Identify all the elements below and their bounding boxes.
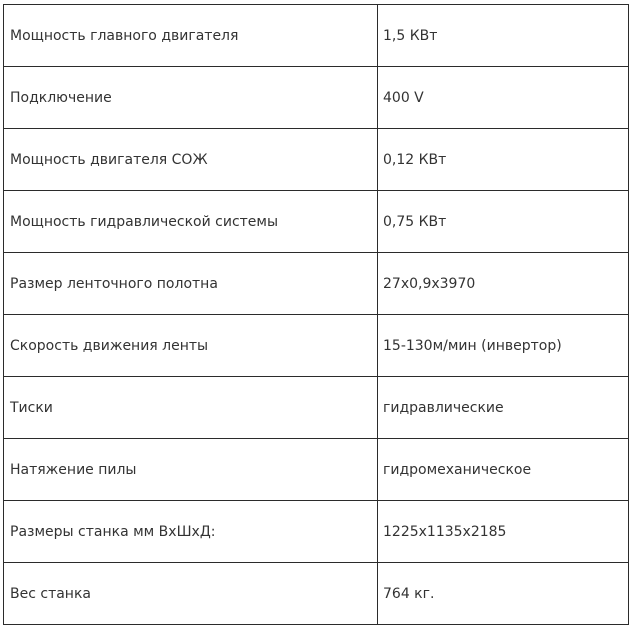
table-row [4,439,629,501]
table-row [4,129,629,191]
param-cell: Вес станка [4,563,378,625]
value-cell: 15-130м/мин (инвертор) [378,315,629,377]
param-cell: Мощность двигателя СОЖ [4,129,378,191]
param-cell: Мощность гидравлической системы [4,191,378,253]
param-cell: Размеры станка мм ВхШхД: [4,501,378,563]
param-cell: Натяжение пилы [4,439,378,501]
table-row [4,253,629,315]
value-cell: 1,5 КВт [378,5,629,67]
table-row [4,67,629,129]
table-row [4,191,629,253]
table-row [4,563,629,625]
param-cell: Мощность главного двигателя [4,5,378,67]
param-cell: Размер ленточного полотна [4,253,378,315]
table-row [4,501,629,563]
value-cell: гидравлические [378,377,629,439]
value-cell: 0,12 КВт [378,129,629,191]
table-row [4,377,629,439]
value-cell: 764 кг. [378,563,629,625]
table-row [4,315,629,377]
param-cell: Скорость движения ленты [4,315,378,377]
value-cell: гидромеханическое [378,439,629,501]
spec-table [3,4,629,625]
value-cell: 0,75 КВт [378,191,629,253]
param-cell: Подключение [4,67,378,129]
value-cell: 27х0,9х3970 [378,253,629,315]
param-cell: Тиски [4,377,378,439]
table-row [4,5,629,67]
value-cell: 400 V [378,67,629,129]
spec-table-body [4,5,629,625]
value-cell: 1225x1135x2185 [378,501,629,563]
